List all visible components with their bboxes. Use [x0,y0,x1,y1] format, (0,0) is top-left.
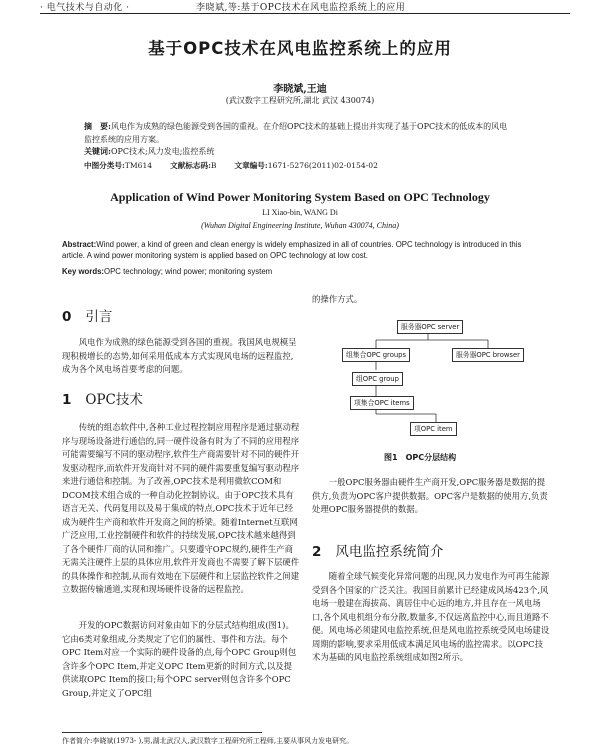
figure-1 [312,310,552,460]
paper-title-cn: 基于OPC技术在风电监控系统上的应用 [148,39,452,58]
abstract-en-text: Wind power, a kind of green and clean energy is widely emphasized in all of countries. OPC technology is introduced in this article. A wind power monitoring system is applied based on OPC technology at low cost. [62,240,522,260]
article-value: 1671-5276(2011)02-0154-02 [267,161,378,170]
section-2-paragraph: 随着全球气候变化异常问题的出现,风力发电作为可再生能源受到各个国家的广泛关注。我国目前累计已经建成风场423个,风电场一般建在海拔高、离居住中心远的地方,并且存在一风电场口,各个风电机组分布分散,数量多,不仅远离监控中心,而且道路不便。风电场必须建风电监控系统,但是风电监控系统受风电场建设周期的影响,要求采用低成本满足风电场的监控需求。以OPC技术为基础的风电监控系统组成如图2所示。 [312,571,550,662]
header-rule [40,13,570,14]
section-0-heading [62,305,112,325]
footnote-rule [62,732,262,733]
col2-paragraph: 一般OPC服务器由硬件生产商开发,OPC服务器是数据的提供方,负责为OPC客户提供数据。OPC客户是数据的使用方,负责处理OPC服务器提供的数据。 [312,477,548,514]
section-1-number: 1 [62,392,72,408]
figure-1-caption-text: OPC分层结构 [405,453,457,462]
keywords-cn [84,146,214,157]
authors-cn: 李晓斌,王迪 [273,84,327,95]
abstract-en-label: Abstract: [62,240,97,249]
abstract-cn [84,120,509,146]
section-2-title: 风电监控系统简介 [335,544,444,560]
node-opc-items: 项集合OPC items [350,396,414,410]
authors-en: LI Xiao-bin, WANG Di [262,208,338,217]
section-2-number: 2 [312,544,322,560]
affiliation-en: (Wuhan Digital Engineering Institute, Wuhan 430074, China) [201,221,399,230]
running-header-right: 李晓斌,等:基于OPC技术在风电监控系统上的应用 [196,3,406,13]
section-0-number: 0 [62,309,72,325]
col2-continued-text: 的操作方式。 [312,294,363,304]
node-opc-group: 组OPC group [352,372,403,386]
clc-value: TM614 [124,161,153,170]
section-1-paragraph-2: 开发的OPC数据访问对象由如下的分层式结构组成(图1)。它由6类对象组成,分类规定了它们的属性、事件和方法。每个OPC Item对应一个实际的硬件设备的点,每个OPC Group则包含许多个OPC Item,并定义OPC Item更新的时间方式,以及提供读取OPC Item的接口;每个OPC server则包含许多个OPC Group,并定义了OPC组 [62,620,297,698]
node-opc-item: 项OPC item [410,422,457,436]
node-opc-groups: 组集合OPC groups [342,348,410,362]
doc-value: B [210,161,217,170]
keywords-cn-text: OPC技术;风力发电;监控系统 [110,147,215,156]
node-opc-browser: 服务器OPC browser [452,348,524,362]
abstract-en [62,239,540,261]
article-label: 文章编号: [234,161,268,170]
node-opc-server: 服务器OPC server [397,320,463,334]
section-1-paragraph-1: 传统的组态软件中,各种工业过程控制应用程序是通过驱动程序与现场设备进行通信的,同一硬件设备有时为了不同的应用程序可能需要编写不同的驱动程序,软件生产商需要针对不同的硬件开发驱动程序,而软件开发商针对不同的硬件需要重复编写驱动程序来进行通信和控制。为了改善,OPC技术是利用微软COM和DCOM技术组合成的一种自动化控制协议。由于OPC技术具有语言无关、代码复用以及易于集成的特点,OPC技术于近年已经成为硬件生产商和软件开发商之间的桥梁。随着Internet互联网广泛应用,工业控制硬件和软件的持续发展,OPC技术越来越得到了各个硬件厂商的认同和推广。只要遵守OPC规约,硬件生产商无需关注硬件上层的具体应用,软件开发商也不需要了解下层硬件的具体操作和控制,从而有效地在下层硬件和上层监控软件之间建立数据传输通道,实现和现场硬件设备的远程监控。 [62,422,300,594]
figure-1-caption-label: 图1 [384,453,398,462]
abstract-cn-label: 摘 要: [84,121,111,131]
doc-label: 文献标志码: [170,161,211,170]
section-0-paragraph: 风电作为成熟的绿色能源受到各国的重视。我国风电规模呈现积极增长的态势,如何采用低成本方式实现风电场的远程监控,成为各个风电场首要考虑的问题。 [62,337,297,374]
affiliation-cn: (武汉数字工程研究所,湖北 武汉 430074) [225,96,375,105]
author-footnote: 作者简介:李晓斌(1973- ),男,湖北武汉人,武汉数字工程研究所工程师,主要从事风力发电研究。 [62,737,354,745]
clc-label: 中图分类号: [84,161,125,170]
section-1-heading [62,388,143,408]
running-header-left: · 电气技术与自动化 · [40,3,130,13]
keywords-en-label: Key words: [62,267,105,276]
classification-line [84,160,544,171]
section-0-title: 引言 [85,309,113,325]
paper-title-en: Application of Wind Power Monitoring System Based on OPC Technology [110,190,490,204]
section-1-title: OPC技术 [85,392,143,408]
keywords-cn-label: 关键词: [84,146,111,156]
section-2-heading [312,540,443,560]
abstract-cn-text: 风电作为成熟的绿色能源受到各国的重视。在介绍OPC技术的基础上提出并实现了基于OPC技术的低成本的风电监控系统的应用方案。 [84,122,508,144]
keywords-en [62,267,272,276]
figure-1-caption [384,452,456,463]
keywords-en-text: OPC technology; wind power; monitoring system [104,267,273,276]
